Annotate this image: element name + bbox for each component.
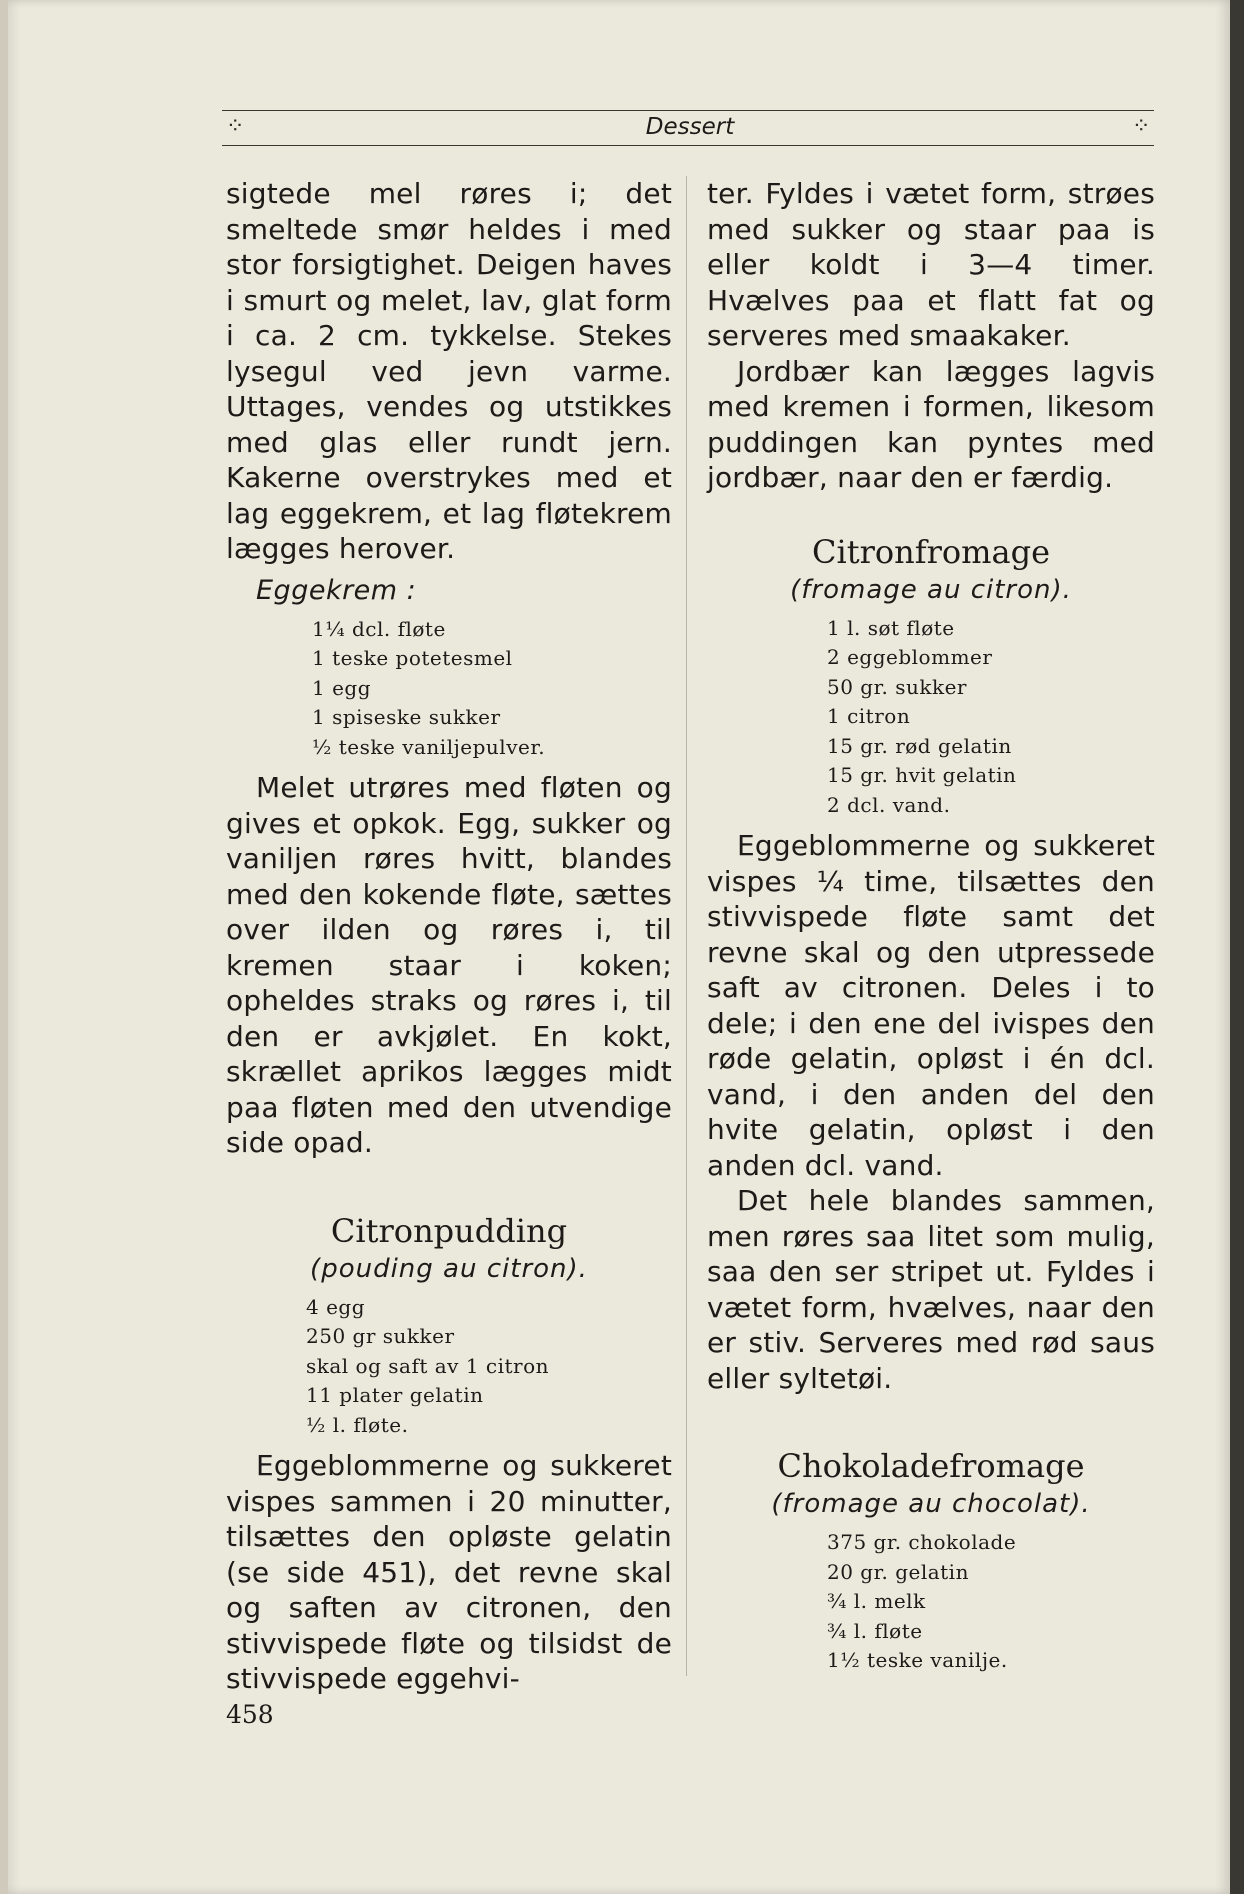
left-paragraph-2: Melet utrøres med fløten og gives et opkok. Egg, sukker og vaniljen røres hvitt, blandes med den kokende fløte, sættes over ilden og røres i, til kremen staar i koken; opheldes straks og røres i, til den er avkjølet. En kokt, skrællet aprikos lægges midt paa fløten med den utvendige side opad. [226, 771, 672, 1159]
chokoladefromage-heading: Chokoladefromage [777, 1447, 1085, 1485]
header-ornament-right: ⁘ [1132, 114, 1151, 139]
ingredient-line: 1¼ dcl. fløte [312, 616, 446, 641]
ingredient-line: 1 egg [312, 675, 372, 700]
ingredient-line: 375 gr. chokolade [827, 1530, 1017, 1554]
ingredient-line: 2 eggeblommer [827, 645, 993, 669]
ingredient-line: 1½ teske vanilje. [827, 1648, 1008, 1672]
page-number: 458 [226, 1700, 274, 1729]
citronpudding-ingredient-list [306, 1293, 672, 1441]
ingredient-line: skal og saft av 1 citron [306, 1353, 550, 1378]
ingredient-line: 2 dcl. vand. [827, 792, 951, 817]
ingredient-line: 15 gr. rød gelatin [827, 733, 1012, 758]
page-left-edge [0, 0, 8, 1894]
ingredient-line: ½ teske vaniljepulver. [312, 734, 546, 759]
citronfromage-heading: Citronfromage [812, 532, 1050, 571]
ingredient-line: 4 egg [306, 1294, 366, 1319]
column-divider [686, 176, 687, 1676]
eggekrem-subheading: Eggekrem : [256, 574, 417, 606]
ingredient-line: 11 plater gelatin [306, 1383, 484, 1407]
citronfromage-subheading: (fromage au citron). [790, 574, 1072, 605]
right-paragraph-1: ter. Fyldes i vætet form, strøes med sukker og staar paa is eller koldt i 3—4 timer. Hvælves paa et flatt fat og serveres med smaakaker. [707, 177, 1155, 352]
header-rule-top [222, 110, 1154, 111]
left-column [226, 176, 672, 1697]
chokoladefromage-subheading: (fromage au chocolat). [771, 1489, 1091, 1519]
ingredient-line: 1 citron [827, 704, 911, 728]
ingredient-line: ¾ l. melk [827, 1589, 926, 1613]
ingredient-line: ½ l. fløte. [306, 1412, 409, 1437]
ingredient-line: 1 l. søt fløte [827, 615, 955, 640]
ingredient-line: 1 teske potetesmel [312, 646, 513, 670]
ingredient-line: 1 spiseske sukker [312, 705, 501, 729]
ingredient-line: 20 gr. gelatin [827, 1559, 969, 1584]
right-paragraph-3: Eggeblommerne og sukkeret vispes ¼ time, tilsættes den stivvispede fløte samt det revne skal og den utpressede saft av citronen. Deles i to dele; i den ene del ivispes den røde gelatin, opløst i én dcl. vand, i den anden del den hvite gelatin, opløst i den anden dcl. vand. [707, 829, 1155, 1182]
left-paragraph-1: sigtede mel røres i; det smeltede smør heldes i med stor forsigtighet. Deigen haves i smurt og melet, lav, glat form i ca. 2 cm. tykkelse. Stekes lysegul ved jevn varme. Uttages, vendes og utstikkes med glas eller rundt jern. Kakerne overstrykes med et lag eggekrem, et lag fløtekrem lægges herover. [226, 177, 672, 565]
header-ornament-left: ⁘ [226, 114, 245, 139]
page-right-edge [1230, 0, 1244, 1894]
eggekrem-ingredient-list [312, 615, 672, 763]
running-header: Dessert [645, 114, 735, 140]
left-paragraph-3: Eggeblommerne og sukkeret vispes sammen i 20 minutter, tilsættes den opløste gelatin (se side 451), det revne skal og saften av citronen, den stivvispede fløte og tilsidst de stivvispede eggehvi- [226, 1449, 672, 1695]
chokoladefromage-ingredient-list [827, 1528, 1155, 1676]
ingredient-line: ¾ l. fløte [827, 1618, 923, 1643]
citronfromage-ingredient-list [827, 614, 1155, 821]
ingredient-line: 15 gr. hvit gelatin [827, 763, 1017, 787]
citronpudding-subheading: (pouding au citron). [310, 1253, 588, 1284]
ingredient-line: 50 gr. sukker [827, 674, 967, 699]
right-paragraph-2: Jordbær kan lægges lagvis med kremen i formen, likesom puddingen kan pyntes med jordbær, naar den er færdig. [707, 354, 1155, 494]
citronpudding-heading: Citronpudding [330, 1211, 568, 1250]
header-rule-bottom [222, 145, 1154, 146]
right-column [707, 176, 1155, 1684]
right-paragraph-4: Det hele blandes sammen, men røres saa litet som mulig, saa den ser stripet ut. Fyldes i vætet form, hvælves, naar den er stiv. Serveres med rød saus eller syltetøi. [707, 1184, 1155, 1395]
ingredient-line: 250 gr sukker [306, 1324, 455, 1348]
